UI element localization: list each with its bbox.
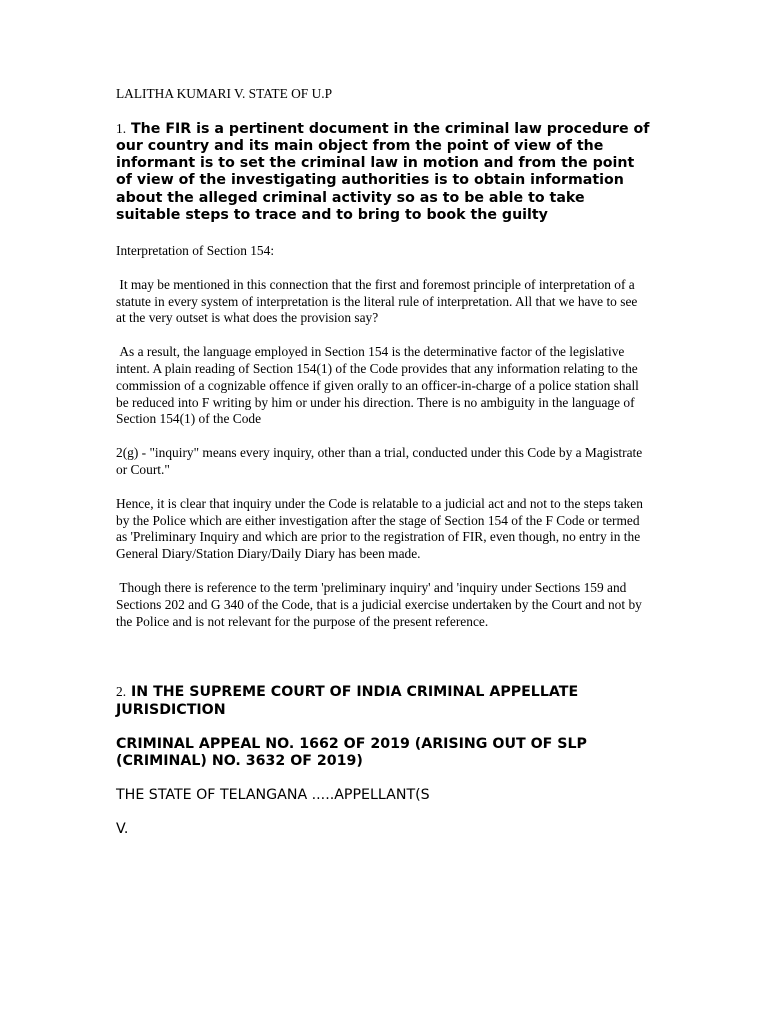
point-2	[116, 683, 650, 718]
case-title: LALITHA KUMARI V. STATE OF U.P	[116, 86, 333, 101]
point-1	[116, 120, 650, 224]
paragraph-preliminary-inquiry: Though there is reference to the term 'preliminary inquiry' and 'inquiry under Sections 159 and Sections 202 and G 340 of the Code, that is a judicial exercise undertaken by the Court and not by the Police and is not relevant for the purpose of the present reference.	[116, 579, 646, 629]
paragraph-legislative-intent: As a result, the language employed in Section 154 is the determinative factor of the legislative intent. A plain reading of Section 154(1) of the Code provides that any information relating to the commission of a cognizable offence if given orally to an officer-in-charge of a police station shall be reduced into F writing by him or under his direction. There is no ambiguity in the language of Section 154(1) of the Code	[116, 344, 643, 427]
document-page	[116, 86, 650, 839]
point-1-number: 1.	[116, 120, 127, 136]
point-2-heading: IN THE SUPREME COURT OF INDIA CRIMINAL APPELLATE JURISDICTION	[116, 684, 579, 718]
appellant-line: THE STATE OF TELANGANA .....APPELLANT(S	[116, 787, 430, 804]
paragraph-literal-rule: It may be mentioned in this connection that the first and foremost principle of interpretation of a statute in every system of interpretation is the literal rule of interpretation. All that we have to see at the very outset is what does the provision say?	[116, 276, 641, 326]
point-1-heading: The FIR is a pertinent document in the criminal law procedure of our country and its main object from the point of view of the informant is to set the criminal law in motion and from the point of view of the investigating authorities is to obtain information about the alleged criminal activity so as to be able to take suitable steps to trace and to bring to book the guilty	[116, 120, 650, 223]
appeal-number: CRIMINAL APPEAL NO. 1662 OF 2019 (ARISING OUT OF SLP (CRIMINAL) NO. 3632 OF 2019)	[116, 735, 587, 769]
versus-line: V.	[116, 821, 129, 838]
paragraph-judicial-act: Hence, it is clear that inquiry under the Code is relatable to a judicial act and not to the steps taken by the Police which are either investigation after the stage of Section 154 of the F Code or termed as 'Preliminary Inquiry and which are prior to the registration of FIR, even though, no entry in the General Diary/Station Diary/Daily Diary has been made.	[116, 495, 643, 562]
point-2-number: 2.	[116, 684, 127, 700]
paragraph-inquiry-definition: 2(g) - "inquiry" means every inquiry, other than a trial, conducted under this Code by a Magistrate or Court."	[116, 445, 643, 477]
interpretation-heading: Interpretation of Section 154:	[116, 243, 275, 259]
